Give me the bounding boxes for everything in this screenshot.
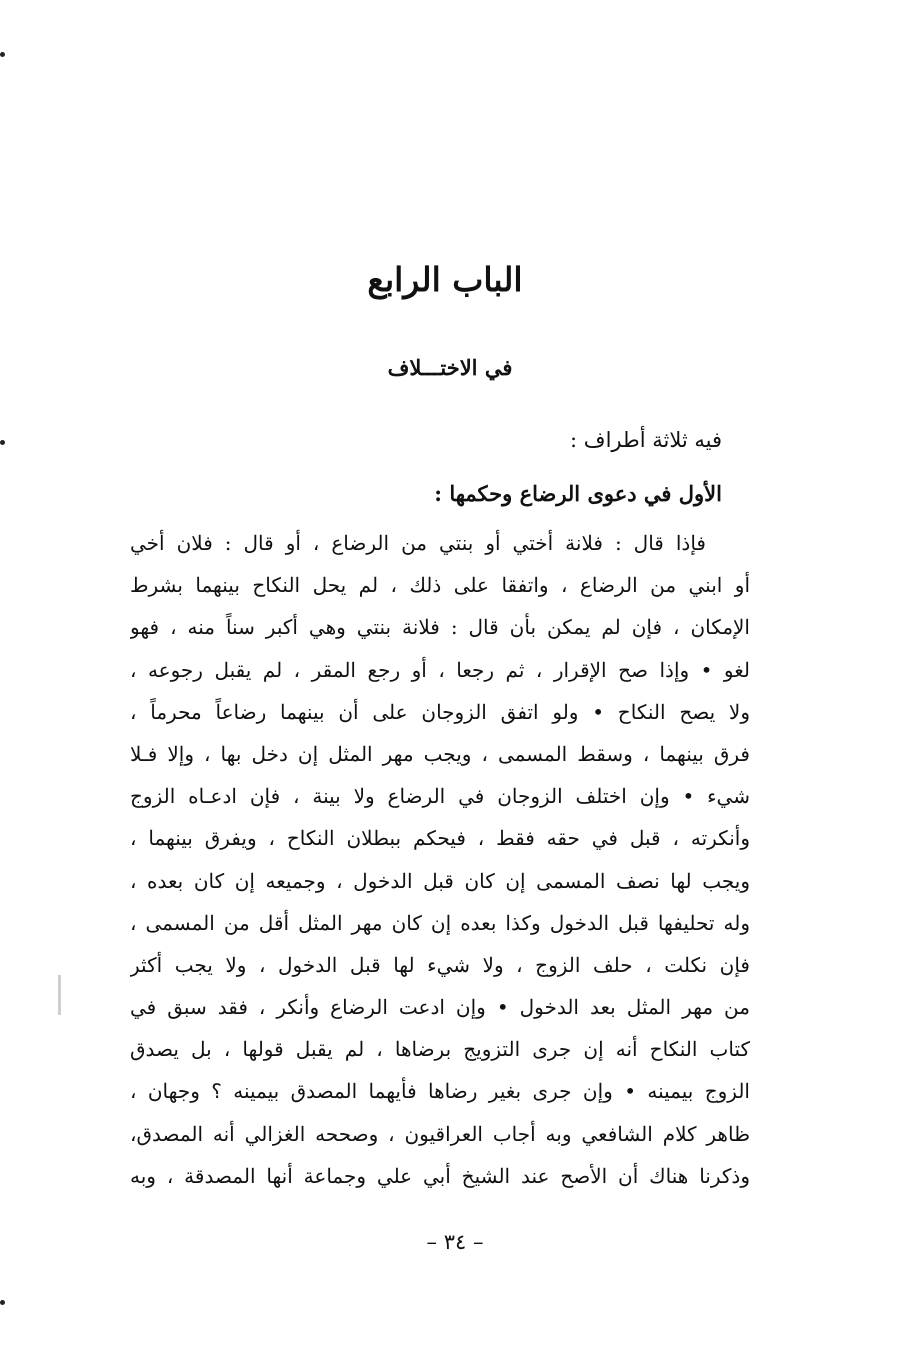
body-line: ولا يصح النكاح • ولو اتفق الزوجان على أن بينهما رضاعاً محرماً ، — [130, 699, 750, 724]
body-line: أو ابني من الرضاع ، واتفقا على ذلك ، لم يحل النكاح بينهما بشرط — [130, 573, 750, 598]
page-number: – ٣٤ – — [426, 1230, 484, 1254]
body-line: ويجب لها نصف المسمى إن كان قبل الدخول ، وجميعه إن كان بعده ، — [130, 868, 750, 893]
scan-dot — [0, 52, 5, 57]
body-line: الزوج بيمينه • وإن جرى بغير رضاها فأيهما المصدق بيمينه ؟ وجهان ، — [130, 1079, 750, 1104]
bleed-through-mark — [58, 975, 61, 1015]
body-line: الإمكان ، فإن لم يمكن بأن قال : فلانة بنتي وهي أكبر سناً منه ، فهو — [130, 615, 750, 640]
part-heading: الأول في دعوى الرضاع وحكمها : — [434, 481, 722, 506]
body-line: فإذا قال : فلانة أختي أو بنتي من الرضاع ، أو قال : فلان أخي — [130, 531, 706, 555]
intro-line: فيه ثلاثة أطراف : — [570, 428, 722, 452]
body-line: من مهر المثل بعد الدخول • وإن ادعت الرضاع وأنكر ، فقد سبق في — [130, 995, 750, 1020]
body-line: وأنكرته ، قبل في حقه فقط ، فيحكم ببطلان النكاح ، ويفرق بينهما ، — [130, 826, 750, 851]
body-line: وذكرنا هناك أن الأصح عند الشيخ أبي علي وجماعة أنها المصدقة ، وبه — [130, 1163, 750, 1188]
body-text — [130, 522, 750, 1197]
scan-dot — [0, 1300, 5, 1305]
body-line: وله تحليفها قبل الدخول وكذا بعده إن كان مهر المثل أقل من المسمى ، — [130, 910, 750, 935]
body-line: فإن نكلت ، حلف الزوج ، ولا شيء لها قبل الدخول ، ولا يجب أكثر — [130, 952, 750, 977]
body-line: كتاب النكاح أنه إن جرى التزويج برضاها ، لم يقبل قولها ، بل يصدق — [130, 1037, 750, 1062]
body-line: ظاهر كلام الشافعي وبه أجاب العراقيون ، وصححه الغزالي أنه المصدق، — [130, 1121, 750, 1146]
body-line: لغو • وإذا صح الإقرار ، ثم رجعا ، أو رجع المقر ، لم يقبل رجوعه ، — [130, 657, 750, 682]
body-line: شيء • وإن اختلف الزوجان في الرضاع ولا بينة ، فإن ادعـاه الزوج — [130, 784, 750, 809]
chapter-title: الباب الرابع — [367, 260, 523, 299]
body-line: فرق بينهما ، وسقط المسمى ، ويجب مهر المثل إن دخل بها ، وإلا فـلا — [130, 741, 750, 766]
scan-dot — [0, 440, 5, 445]
section-title: في الاختـــلاف — [387, 355, 513, 380]
